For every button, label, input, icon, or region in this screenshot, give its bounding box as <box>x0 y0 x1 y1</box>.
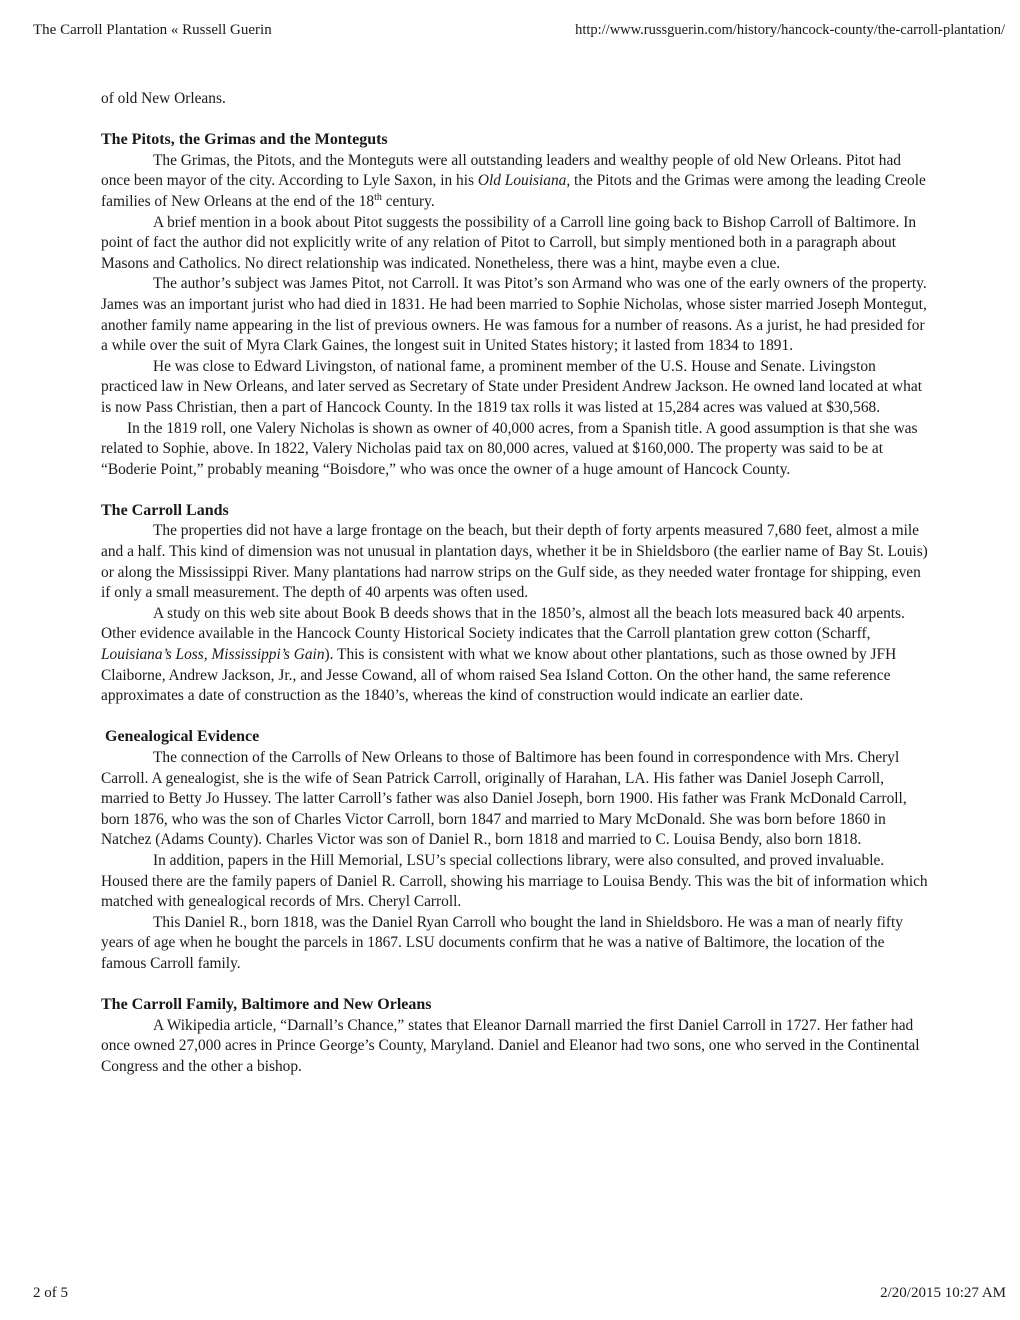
page-number: 2 of 5 <box>33 1285 68 1301</box>
header-title: The Carroll Plantation « Russell Guerin <box>33 22 272 38</box>
print-timestamp: 2/20/2015 10:27 AM <box>880 1285 1006 1301</box>
intro-text: of old New Orleans. <box>101 90 226 107</box>
paragraph: The author’s subject was James Pitot, not Carroll. It was Pitot’s son Armand who was one of the early owners of the property. James was an important jurist who had died in 1831. He had been married to Sophie Nicholas, whose sister married Joseph Montegut, another family name appearing in the list of previous owners. He was famous for a number of reasons. As a jurist, he had presided for a while over the suit of Myra Clark Gaines, the longest suit in United States history; it lasted from 1834 to 1891. <box>101 275 927 355</box>
paragraph: A Wikipedia article, “Darnall’s Chance,” states that Eleanor Darnall married the first Daniel Carroll in 1727. Her father had once owned 27,000 acres in Prince George’s County, Maryland. Daniel and Eleanor had two sons, one who served in the Continental Congress and the other a bishop. <box>101 1016 920 1075</box>
paragraph: In the 1819 roll, one Valery Nicholas is shown as owner of 40,000 acres, from a Spanish title. A good assumption is that she was related to Sophie, above. In 1822, Valery Nicholas paid tax on 80,000 acres, valued at $160,000. The property was said to be at “Boderie Point,” probably meaning “Boisdore,” who was once the owner of a huge amount of Hancock County. <box>101 419 918 478</box>
paragraph: This Daniel R., born 1818, was the Daniel Ryan Carroll who bought the land in Shieldsboro. He was a man of nearly fifty years of age when he bought the parcels in 1867. LSU documents confirm that he was a native of Baltimore, the location of the famous Carroll family. <box>101 913 903 972</box>
header-url: http://www.russguerin.com/history/hancock-county/the-carroll-plantation/ <box>575 22 1005 38</box>
section-heading-carroll-lands: The Carroll Lands <box>101 501 229 519</box>
paragraph: The connection of the Carrolls of New Orleans to those of Baltimore has been found in correspondence with Mrs. Cheryl Carroll. A genealogist, she is the wife of Sean Patrick Carroll, originally of Harahan, LA. His father was Daniel Joseph Carroll, married to Betty Jo Hussey. The latter Carroll’s father was also Daniel Joseph, born 1900. His father was Frank McDonald Carroll, born 1876, who was the son of Charles Victor Carroll, born 1847 and married to Mary McDonald. She was born before 1860 in Natchez (Adams County). Charles Victor was son of Daniel R., born 1818 and married to C. Louisa Bendy, also born 1818. <box>101 749 907 849</box>
section-heading-genealogical-evidence: Genealogical Evidence <box>105 728 260 746</box>
section-heading-pitots: The Pitots, the Grimas and the Monteguts <box>101 131 388 149</box>
paragraph: The Grimas, the Pitots, and the Monteguts were all outstanding leaders and wealthy people of old New Orleans. Pitot had once been mayor of the city. According to Lyle Saxon, in his Old Louisiana, the Pitots and the Grimas were among the leading Creole families of New Orleans at the end of the 18th century. <box>101 151 926 210</box>
paragraph: In addition, papers in the Hill Memorial, LSU’s special collections library, were also consulted, and proved invaluable. Housed there are the family papers of Daniel R. Carroll, showing his marriage to Louisa Bendy. This was the bit of information which matched with genealogical records of Mrs. Cheryl Carroll. <box>101 851 928 911</box>
article-body <box>101 89 933 1078</box>
paragraph: The properties did not have a large frontage on the beach, but their depth of forty arpents measured 7,680 feet, almost a mile and a half. This kind of dimension was not unusual in plantation days, whether it be in Shieldsboro (the earlier name of Bay St. Louis) or along the Mississippi River. Many plantations had narrow strips on the Gulf side, as they needed water frontage for shipping, even if only a small measurement. The depth of 40 arpents was often used. <box>101 522 928 602</box>
section-heading-carroll-family: The Carroll Family, Baltimore and New Orleans <box>101 996 432 1014</box>
paragraph: A brief mention in a book about Pitot suggests the possibility of a Carroll line going back to Bishop Carroll of Baltimore. In point of fact the author did not explicitly write of any relation of Pitot to Carroll, but simply mentioned both in a paragraph about Masons and Catholics. No direct relationship was indicated. Nonetheless, there was a hint, maybe even a clue. <box>101 213 917 272</box>
paragraph: A study on this web site about Book B deeds shows that in the 1850’s, almost all the beach lots measured back 40 arpents. Other evidence available in the Hancock County Historical Society indicates that the Carroll plantation grew cotton (Scharff, Louisiana’s Loss, Mississippi’s Gain). This is consistent with what we know about other plantations, such as those owned by JFH Claiborne, Andrew Jackson, Jr., and Jesse Cowand, all of whom raised Sea Island Cotton. On the other hand, the same reference approximates a date of construction as the 1840’s, whereas the kind of construction would indicate an earlier date. <box>101 604 905 705</box>
paragraph: He was close to Edward Livingston, of national fame, a prominent member of the U.S. House and Senate. Livingston practiced law in New Orleans, and later served as Secretary of State under President Andrew Jackson. He owned land located at what is now Pass Christian, then a part of Hancock County. In the 1819 tax rolls it was listed at 15,284 acres was valued at $30,568. <box>101 357 922 416</box>
